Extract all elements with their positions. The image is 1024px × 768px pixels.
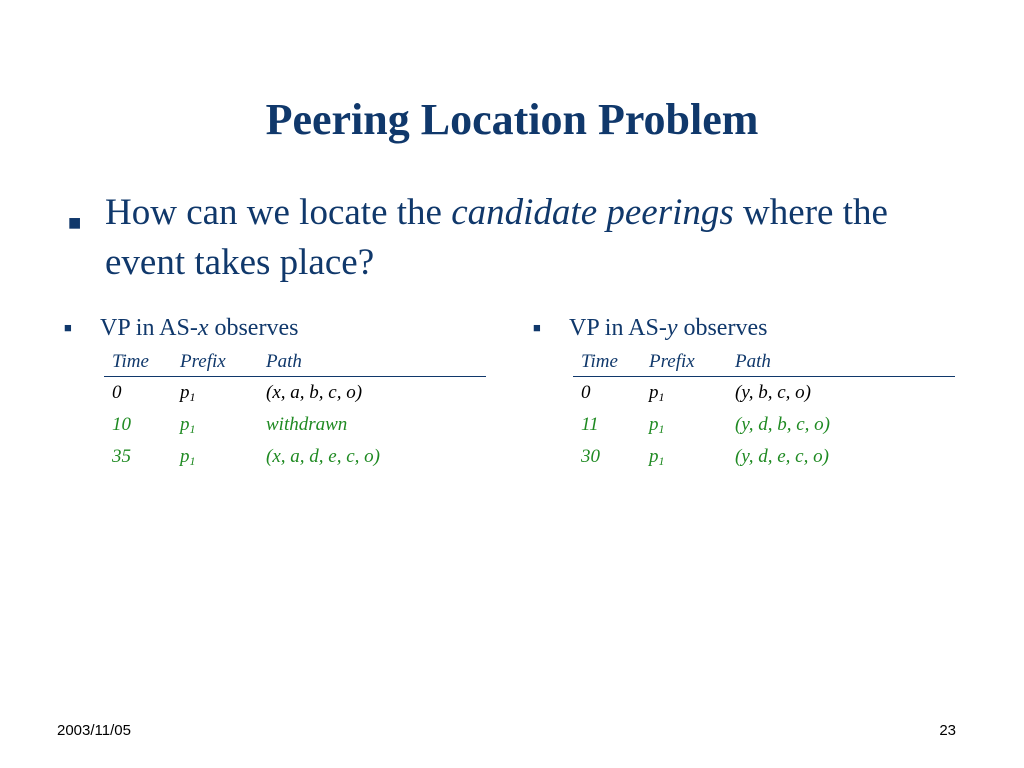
slide-title: Peering Location Problem — [265, 95, 759, 144]
cell-path: (y, b, c, o) — [735, 382, 811, 403]
cell-time: 0 — [112, 382, 122, 403]
table-header-row — [104, 346, 486, 377]
cell-time: 10 — [112, 414, 131, 435]
cell-time: 11 — [581, 414, 599, 435]
bullet-emphasis: candidate peerings — [451, 192, 734, 233]
cell-path: (y, d, e, c, o) — [735, 446, 829, 467]
cell-time: 30 — [581, 446, 600, 467]
header-path: Path — [727, 346, 955, 377]
cell-prefix: $p_1$ — [649, 381, 665, 404]
cell-prefix: $p_1$ — [180, 381, 196, 404]
main-bullet-text — [105, 188, 928, 288]
footer-date: 2003/11/05 — [57, 722, 131, 739]
sub-bullet-label — [569, 315, 767, 341]
cell-path: (x, a, b, c, o) — [266, 382, 363, 403]
cell-path: (x, a, d, e, c, o) — [266, 446, 380, 467]
square-bullet-icon: ■ — [68, 210, 82, 235]
label-var: x — [197, 315, 209, 341]
observation-table-x — [104, 346, 486, 473]
table-row — [104, 409, 486, 441]
header-path: Path — [258, 346, 486, 377]
bullet-text-before: How can we locate the — [105, 192, 452, 233]
label-var: y — [666, 315, 678, 341]
header-time: Time — [104, 346, 172, 377]
table-row — [573, 441, 955, 473]
observation-column-y — [533, 312, 973, 473]
cell-path: withdrawn — [266, 414, 348, 435]
cell-time: 0 — [581, 382, 591, 403]
table-row — [104, 377, 486, 410]
cell-time: 35 — [112, 446, 131, 467]
label-suffix: observes — [677, 315, 768, 341]
label-prefix: VP in AS- — [100, 315, 198, 341]
header-prefix: Prefix — [641, 346, 727, 377]
cell-prefix: $p_1$ — [180, 445, 196, 468]
table-row — [573, 409, 955, 441]
header-time: Time — [573, 346, 641, 377]
sub-bullet-label — [100, 315, 298, 341]
cell-prefix: $p_1$ — [649, 413, 665, 436]
table-row — [573, 377, 955, 410]
square-bullet-icon: ■ — [64, 320, 72, 335]
sub-bullet-y — [533, 312, 973, 344]
bullet-text-after: where the event takes place? — [105, 192, 888, 283]
observation-column-x — [64, 312, 504, 473]
cell-path: (y, d, b, c, o) — [735, 414, 830, 435]
cell-prefix: $p_1$ — [649, 445, 665, 468]
page-number: 23 — [939, 722, 956, 739]
cell-prefix: $p_1$ — [180, 413, 196, 436]
label-suffix: observes — [208, 315, 299, 341]
header-prefix: Prefix — [172, 346, 258, 377]
sub-bullet-x — [64, 312, 504, 344]
label-prefix: VP in AS- — [569, 315, 667, 341]
observation-table-y — [573, 346, 955, 473]
main-bullet — [68, 188, 928, 288]
square-bullet-icon: ■ — [533, 320, 541, 335]
table-header-row — [573, 346, 955, 377]
table-row — [104, 441, 486, 473]
